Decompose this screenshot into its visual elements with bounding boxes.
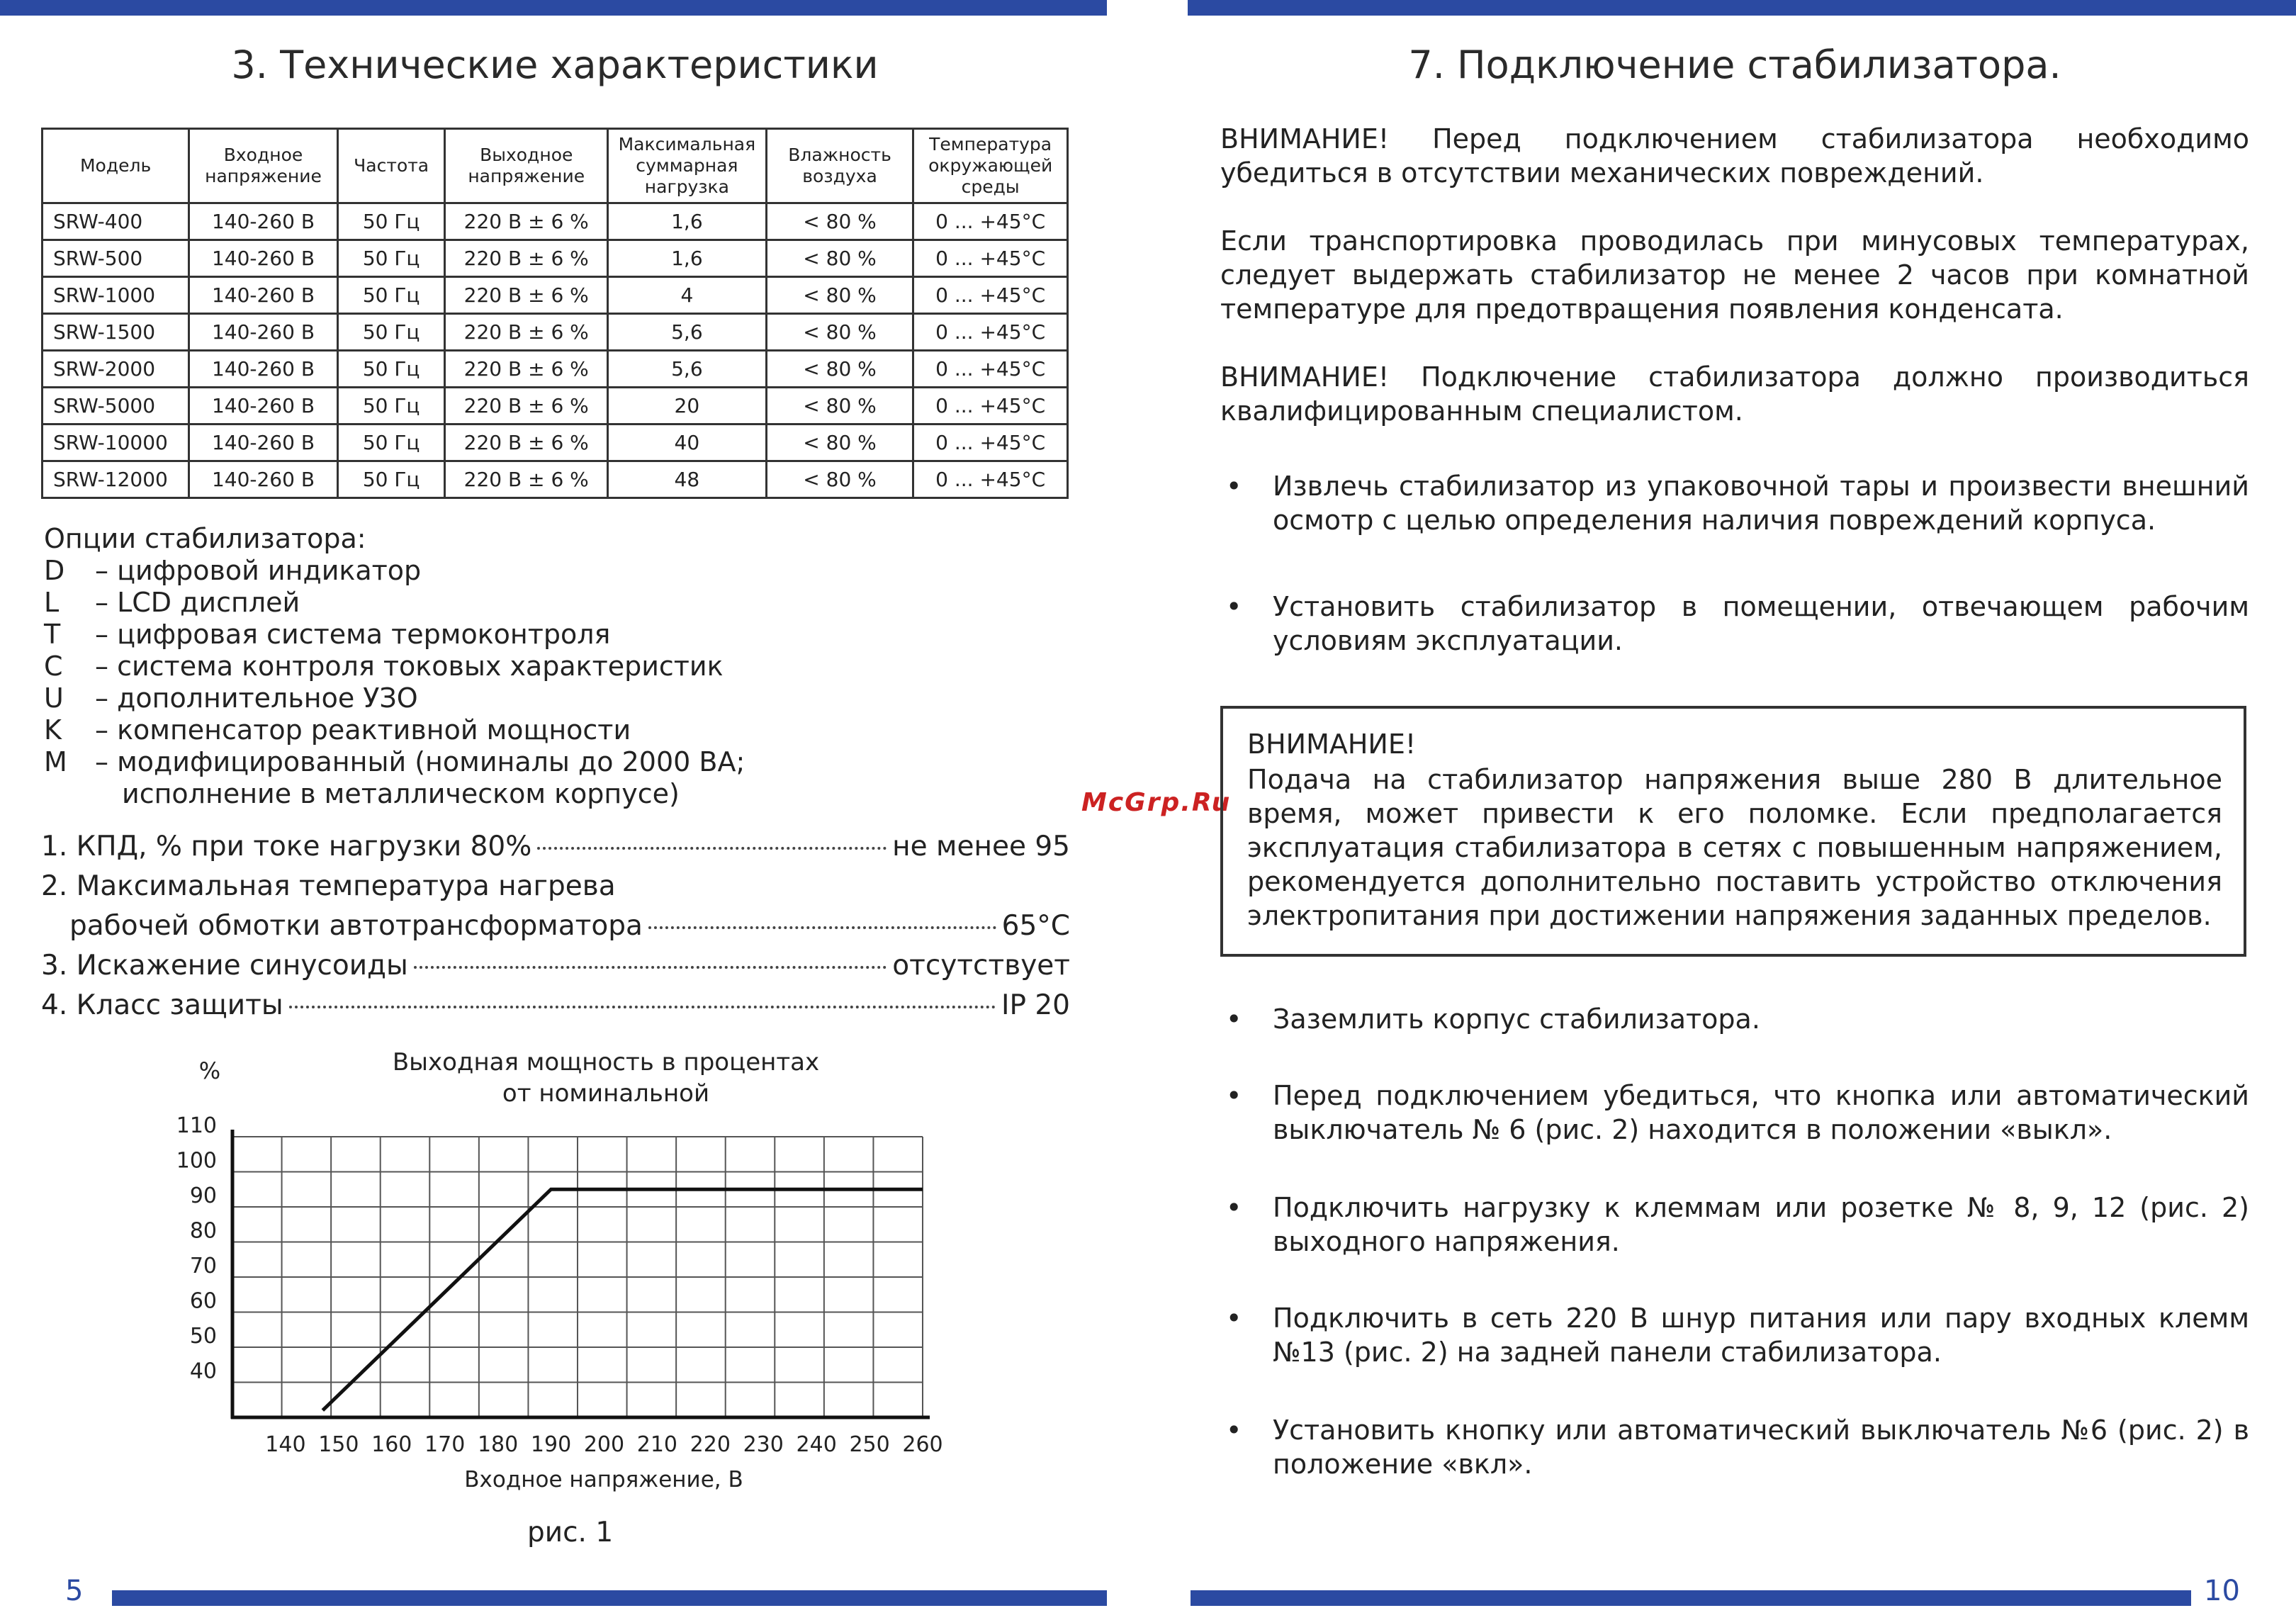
chart-x-tick-label: 220 (690, 1432, 731, 1457)
spec-label: 4. Класс защиты (41, 989, 283, 1021)
cell-temperature: 0 ... +45°C (913, 203, 1068, 240)
bullet-marker: • (1226, 1080, 1242, 1111)
table-row (43, 351, 1068, 388)
cell-frequency: 50 Гц (337, 203, 445, 240)
chart-y-tick-label: 100 (176, 1148, 217, 1174)
col-header-temperature: Температура окружающей среды (913, 129, 1068, 203)
cell-temperature: 0 ... +45°C (913, 461, 1068, 498)
cell-temperature: 0 ... +45°C (913, 425, 1068, 461)
chart-x-tick-label: 260 (902, 1432, 943, 1457)
bullet-text: Подключить в сеть 220 В шнур питания или пару входных клемм №13 (рис. 2) на задней панели стабилизатора. (1273, 1303, 2249, 1368)
chart-ticks (176, 1113, 943, 1457)
cell-input: 140-260 В (189, 351, 338, 388)
option-text: – дополнительное УЗО (95, 682, 418, 714)
option-item (44, 619, 745, 651)
spec-label: 2. Максимальная температура нагрева (41, 870, 616, 902)
chart-x-tick-label: 200 (583, 1432, 625, 1457)
chart-x-tick-label: 150 (318, 1432, 359, 1457)
figure-caption: рис. 1 (527, 1517, 614, 1548)
option-item (44, 587, 745, 619)
cell-output: 220 В ± 6 % (445, 240, 608, 277)
cell-output: 220 В ± 6 % (445, 277, 608, 314)
cell-humidity: < 80 % (766, 240, 913, 277)
bullet-text: Извлечь стабилизатор из упаковочной тары и произвести внешний осмотр с целью определения наличия повреждений корпуса. (1273, 471, 2249, 536)
list-item (1220, 469, 2249, 537)
col-header-input-voltage: Входное напряжение (189, 129, 338, 203)
option-text: – модифицированный (номиналы до 2000 ВА; (95, 746, 745, 777)
cell-load: 5,6 (607, 314, 766, 351)
cell-temperature: 0 ... +45°C (913, 277, 1068, 314)
cell-humidity: < 80 % (766, 425, 913, 461)
list-item (1220, 1301, 2249, 1369)
power-chart (0, 1042, 992, 1502)
option-key: T (44, 619, 61, 650)
option-item (44, 651, 745, 682)
chart-x-tick-label: 160 (371, 1432, 412, 1457)
section-title-connection: 7. Подключение стабилизатора. (1408, 43, 2061, 87)
spec-value: 65°C (1001, 910, 1070, 942)
cell-input: 140-260 В (189, 461, 338, 498)
cell-temperature: 0 ... +45°C (913, 351, 1068, 388)
col-header-output-voltage: Выходное напряжение (445, 129, 608, 203)
col-header-model: Модель (43, 129, 189, 203)
cell-input: 140-260 В (189, 203, 338, 240)
chart-y-tick-label: 110 (176, 1113, 217, 1138)
options-list (44, 523, 745, 810)
list-item (1220, 1191, 2249, 1259)
chart-series-line (322, 1189, 923, 1410)
bullet-text: Заземлить корпус стабилизатора. (1273, 1003, 1760, 1035)
cell-output: 220 В ± 6 % (445, 314, 608, 351)
spec-line-protection (41, 989, 1070, 1021)
chart-series (322, 1189, 923, 1410)
chart-title-line-1: Выходная мощность в процентах (392, 1048, 820, 1076)
chart-x-label: Входное напряжение, В (464, 1467, 743, 1492)
table-row (43, 277, 1068, 314)
option-key: K (44, 714, 62, 746)
spec-value: не менее 95 (892, 831, 1070, 862)
page-number-left: 5 (65, 1575, 84, 1607)
dot-leader (648, 926, 996, 929)
table-row (43, 425, 1068, 461)
cell-frequency: 50 Гц (337, 461, 445, 498)
bottom-bar-left (112, 1590, 1107, 1606)
warning-title: ВНИМАНИЕ! (1247, 729, 1417, 760)
option-text: – компенсатор реактивной мощности (95, 714, 631, 746)
cell-load: 20 (607, 388, 766, 425)
paragraph-transport: Если транспортировка проводилась при минусовых температурах, следует выдержать стабилизатор не менее 2 часов при комнатной температуре для предотвращения появления конденсата. (1220, 225, 2249, 325)
cell-humidity: < 80 % (766, 461, 913, 498)
list-item (1220, 1413, 2249, 1481)
cell-frequency: 50 Гц (337, 240, 445, 277)
chart-y-tick-label: 60 (189, 1288, 217, 1314)
paragraph-attention-specialist: ВНИМАНИЕ! Подключение стабилизатора должно производиться квалифицированным специалистом. (1220, 361, 2249, 427)
spec-line-efficiency (41, 831, 1070, 862)
list-item (1220, 1002, 2249, 1036)
bullet-text: Установить стабилизатор в помещении, отвечающем рабочим условиям эксплуатации. (1273, 591, 2249, 656)
option-text: – цифровой индикатор (95, 555, 422, 586)
bottom-bar-right (1191, 1590, 2191, 1606)
spec-table (41, 128, 1069, 499)
cell-humidity: < 80 % (766, 351, 913, 388)
option-item (44, 555, 745, 587)
option-text: исполнение в металлическом корпусе) (122, 778, 680, 809)
cell-frequency: 50 Гц (337, 277, 445, 314)
bullet-marker: • (1226, 1003, 1242, 1035)
option-item (44, 778, 745, 810)
warning-box (1220, 706, 2246, 957)
chart-grid (232, 1137, 923, 1417)
chart-x-tick-label: 180 (477, 1432, 519, 1457)
cell-model: SRW-1500 (43, 314, 189, 351)
chart-y-tick-label: 50 (189, 1324, 217, 1349)
chart-x-tick-label: 240 (796, 1432, 837, 1457)
list-item (1220, 1079, 2249, 1147)
chart-x-tick-label: 210 (636, 1432, 678, 1457)
cell-humidity: < 80 % (766, 314, 913, 351)
table-row (43, 240, 1068, 277)
bullet-marker: • (1226, 591, 1242, 622)
list-item (1220, 590, 2249, 658)
bullet-marker: • (1226, 471, 1242, 502)
cell-humidity: < 80 % (766, 388, 913, 425)
cell-model: SRW-400 (43, 203, 189, 240)
cell-temperature: 0 ... +45°C (913, 314, 1068, 351)
option-item (44, 682, 745, 714)
table-row (43, 461, 1068, 498)
table-row (43, 314, 1068, 351)
spec-label: 1. КПД, % при токе нагрузки 80% (41, 831, 532, 862)
bullet-marker: • (1226, 1415, 1242, 1446)
spec-table-header (43, 129, 1068, 203)
cell-model: SRW-5000 (43, 388, 189, 425)
chart-y-tick-label: 70 (189, 1254, 217, 1278)
cell-model: SRW-12000 (43, 461, 189, 498)
chart-y-tick-label: 80 (189, 1218, 217, 1244)
cell-frequency: 50 Гц (337, 351, 445, 388)
cell-input: 140-260 В (189, 425, 338, 461)
options-heading: Опции стабилизатора: (44, 523, 366, 554)
bullet-text: Перед подключением убедиться, что кнопка или автоматический выключатель № 6 (рис. 2) находится в положении «выкл». (1273, 1080, 2249, 1145)
cell-load: 40 (607, 425, 766, 461)
cell-model: SRW-2000 (43, 351, 189, 388)
option-key: D (44, 555, 65, 586)
option-text: – цифровая система термоконтроля (95, 619, 611, 650)
cell-output: 220 В ± 6 % (445, 203, 608, 240)
col-header-max-load: Максимальная суммарная нагрузка (607, 129, 766, 203)
watermark: McGrp.Ru (1081, 788, 1232, 817)
col-header-frequency: Частота (337, 129, 445, 203)
spec-line-max-temp (41, 870, 1070, 902)
col-header-humidity: Влажность воздуха (766, 129, 913, 203)
option-key: C (44, 651, 63, 682)
cell-input: 140-260 В (189, 240, 338, 277)
option-key: U (44, 682, 64, 714)
bullet-marker: • (1226, 1192, 1242, 1223)
bullet-text: Подключить нагрузку к клеммам или розетке № 8, 9, 12 (рис. 2) выходного напряжения. (1273, 1192, 2249, 1257)
cell-output: 220 В ± 6 % (445, 461, 608, 498)
cell-humidity: < 80 % (766, 203, 913, 240)
table-row (43, 388, 1068, 425)
spec-value: IP 20 (1001, 989, 1070, 1021)
cell-model: SRW-500 (43, 240, 189, 277)
top-bar-left (0, 0, 1107, 16)
cell-model: SRW-10000 (43, 425, 189, 461)
cell-input: 140-260 В (189, 388, 338, 425)
dot-leader (289, 1006, 996, 1008)
option-key: L (44, 587, 60, 618)
cell-frequency: 50 Гц (337, 425, 445, 461)
table-row (43, 203, 1068, 240)
spec-label: рабочей обмотки автотрансформатора (69, 910, 643, 942)
warning-text: Подача на стабилизатор напряжения выше 280 В длительное время, может привести к его поломке. Если предполагается эксплуатация стабилизатора в сетях с повышенным напряжением, рекомендуется дополнительно поставить устройство отключения электропитания при достижении напряжения заданных пределов. (1247, 764, 2222, 931)
cell-frequency: 50 Гц (337, 388, 445, 425)
chart-y-unit: % (198, 1057, 221, 1084)
cell-output: 220 В ± 6 % (445, 425, 608, 461)
spec-value: отсутствует (892, 950, 1070, 982)
cell-model: SRW-1000 (43, 277, 189, 314)
dot-leader (414, 966, 887, 969)
cell-temperature: 0 ... +45°C (913, 240, 1068, 277)
chart-y-tick-label: 40 (189, 1359, 217, 1384)
chart-x-tick-label: 230 (743, 1432, 784, 1457)
section-title-specs: 3. Технические характеристики (231, 43, 879, 87)
chart-title-line-2: от номинальной (502, 1079, 710, 1108)
cell-load: 1,6 (607, 240, 766, 277)
spec-label: 3. Искажение синусоиды (41, 950, 408, 982)
spec-line-winding (69, 910, 1070, 942)
option-key: M (44, 746, 67, 777)
chart-x-tick-label: 250 (849, 1432, 890, 1457)
cell-temperature: 0 ... +45°C (913, 388, 1068, 425)
dot-leader (537, 847, 887, 850)
page-number-right: 10 (2204, 1575, 2240, 1607)
cell-input: 140-260 В (189, 314, 338, 351)
bullet-text: Установить кнопку или автоматический выключатель №6 (рис. 2) в положение «вкл». (1273, 1415, 2249, 1480)
cell-input: 140-260 В (189, 277, 338, 314)
chart-axes (231, 1130, 930, 1419)
option-text: – система контроля токовых характеристик (95, 651, 724, 682)
top-bar-right (1188, 0, 2296, 16)
option-item (44, 746, 745, 778)
spec-line-sine (41, 950, 1070, 982)
cell-load: 5,6 (607, 351, 766, 388)
cell-load: 4 (607, 277, 766, 314)
chart-y-tick-label: 90 (189, 1183, 217, 1208)
chart-x-tick-label: 140 (265, 1432, 306, 1457)
cell-output: 220 В ± 6 % (445, 388, 608, 425)
chart-x-tick-label: 170 (424, 1432, 466, 1457)
bullet-marker: • (1226, 1303, 1242, 1334)
cell-load: 48 (607, 461, 766, 498)
option-key (44, 778, 95, 810)
cell-humidity: < 80 % (766, 277, 913, 314)
cell-output: 220 В ± 6 % (445, 351, 608, 388)
option-text: – LCD дисплей (95, 587, 300, 618)
chart-x-tick-label: 190 (530, 1432, 572, 1457)
cell-frequency: 50 Гц (337, 314, 445, 351)
cell-load: 1,6 (607, 203, 766, 240)
option-item (44, 714, 745, 746)
paragraph-attention-damage: ВНИМАНИЕ! Перед подключением стабилизатора необходимо убедиться в отсутствии механических повреждений. (1220, 123, 2249, 189)
